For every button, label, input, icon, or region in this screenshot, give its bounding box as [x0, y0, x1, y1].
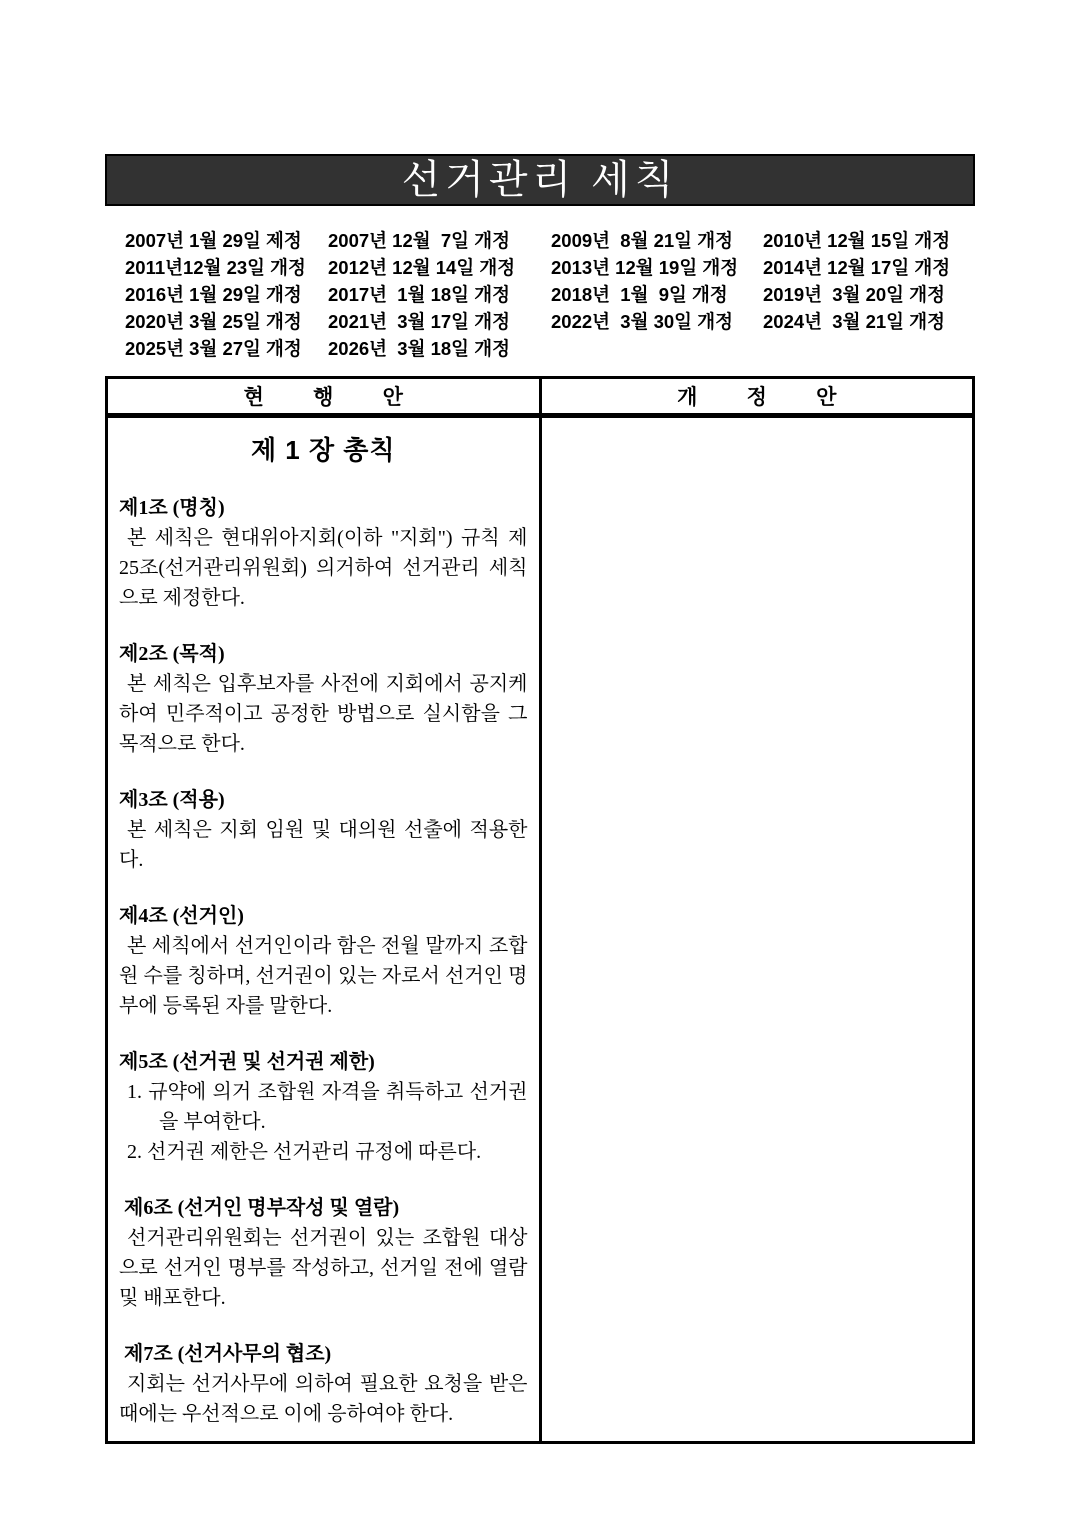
article-body: 본 세칙에서 선거인이라 함은 전월 말까지 조합원 수를 칭하며, 선거권이 있는 자로서 선거인 명부에 등록된 자를 말한다. [119, 935, 528, 1017]
revision-entry: 2019년 3월 20일 개정 [763, 284, 945, 305]
revision-entry: 2020년 3월 25일 개정 [125, 311, 302, 332]
revision-entry: 2007년 12월 7일 개정 [328, 230, 510, 251]
article [119, 785, 528, 875]
document-title: 선거관리 세칙 [401, 157, 679, 202]
revision-history-row [125, 227, 975, 254]
revision-entry: 2014년 12월 17일 개정 [763, 257, 951, 278]
revision-entry: 2013년 12월 19일 개정 [551, 257, 739, 278]
article-heading: 제6조 (선거인 명부작성 및 열람) [119, 1197, 400, 1219]
table-header-row [107, 378, 974, 416]
revision-entry: 2025년 3월 27일 개정 [125, 338, 302, 359]
article-heading: 제5조 (선거권 및 선거권 제한) [119, 1051, 375, 1073]
revision-history-row [125, 281, 975, 308]
article-body: 선거관리위원회는 선거권이 있는 조합원 대상으로 선거인 명부를 작성하고, 선거일 전에 열람 및 배포한다. [119, 1227, 528, 1309]
revision-entry: 2010년 12월 15일 개정 [763, 230, 951, 251]
article [119, 901, 528, 1021]
revision-history [105, 227, 975, 362]
revision-entry: 2007년 1월 29일 제정 [125, 230, 302, 251]
revision-entry: 2024년 3월 21일 개정 [763, 311, 945, 332]
article [119, 1193, 528, 1313]
article-heading: 제2조 (목적) [119, 643, 225, 665]
table-body-row [107, 416, 974, 1443]
revised-version-cell [540, 416, 974, 1443]
document-page [105, 154, 975, 1444]
revision-history-row [125, 335, 975, 362]
revision-entry: 2012년 12월 14일 개정 [328, 257, 516, 278]
article [119, 1339, 528, 1429]
revision-entry: 2011년12월 23일 개정 [125, 257, 306, 278]
article-body: 본 세칙은 입후보자를 사전에 지회에서 공지케 하여 민주적이고 공정한 방법으로 실시함을 그 목적으로 한다. [119, 673, 528, 755]
article [119, 639, 528, 759]
revision-entry: 2009년 8월 21일 개정 [551, 230, 733, 251]
revision-entry: 2016년 1월 29일 개정 [125, 284, 302, 305]
revision-entry: 2022년 3월 30일 개정 [551, 311, 733, 332]
chapter-title: 제 1 장 총칙 [250, 435, 396, 465]
article-body: 본 세칙은 지회 임원 및 대의원 선출에 적용한다. [119, 819, 528, 871]
article-body: 지회는 선거사무에 의하여 필요한 요청을 받은 때에는 우선적으로 이에 응하여야 한다. [119, 1373, 528, 1425]
article-heading: 제1조 (명칭) [119, 497, 225, 519]
revision-entry: 2017년 1월 18일 개정 [328, 284, 510, 305]
revision-history-row [125, 254, 975, 281]
article-item: 1. 규약에 의거 조합원 자격을 취득하고 선거권을 부여한다. [127, 1081, 528, 1133]
article-heading: 제7조 (선거사무의 협조) [119, 1343, 332, 1365]
article [119, 1047, 528, 1167]
revision-entry: 2026년 3월 18일 개정 [328, 338, 510, 359]
articles-container [119, 493, 528, 1429]
revision-entry: 2021년 3월 17일 개정 [328, 311, 510, 332]
title-banner [105, 154, 975, 206]
article-heading: 제4조 (선거인) [119, 905, 244, 927]
current-version-cell [107, 416, 541, 1443]
article-heading: 제3조 (적용) [119, 789, 225, 811]
revision-history-row [125, 308, 975, 335]
article [119, 493, 528, 613]
revised-version-header: 개 정 안 [540, 378, 974, 416]
article-item: 2. 선거권 제한은 선거관리 규정에 따른다. [127, 1141, 482, 1163]
current-version-header: 현 행 안 [107, 378, 541, 416]
revision-entry: 2018년 1월 9일 개정 [551, 284, 728, 305]
comparison-table [105, 376, 975, 1444]
article-body: 본 세칙은 현대위아지회(이하 "지회") 규칙 제25조(선거관리위원회) 의거하여 선거관리 세칙으로 제정한다. [119, 527, 528, 609]
